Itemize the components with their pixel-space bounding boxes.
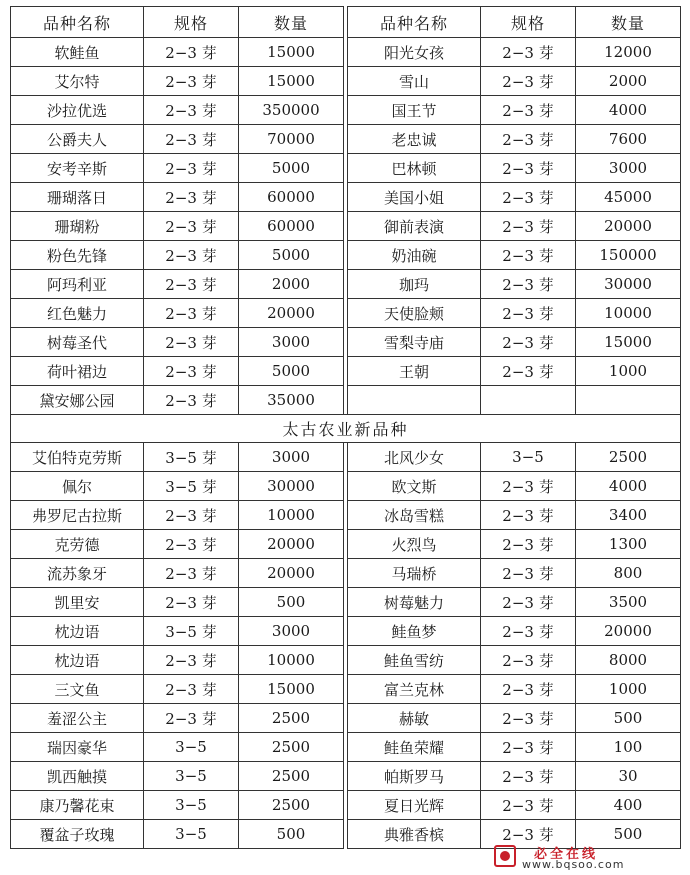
spec-cell: 2−3 芽 [481,530,576,559]
variety-table-sheet [10,6,680,849]
quantity-cell: 500 [239,588,344,617]
variety-name-cell: 老忠诚 [348,125,481,154]
spec-cell: 3−5 芽 [144,443,239,472]
table-row [11,530,681,559]
table-row [11,646,681,675]
variety-name-cell: 艾尔特 [11,67,144,96]
table-row [11,328,681,357]
header-qty-left: 数量 [239,7,344,38]
variety-name-cell: 奶油碗 [348,241,481,270]
spec-cell: 2−3 芽 [144,704,239,733]
section-row [11,415,681,443]
variety-name-cell: 美国小姐 [348,183,481,212]
seal-icon [494,845,516,867]
variety-name-cell: 枕边语 [11,617,144,646]
quantity-cell: 30000 [576,270,681,299]
spec-cell: 2−3 芽 [481,357,576,386]
variety-name-cell: 帕斯罗马 [348,762,481,791]
quantity-cell: 3000 [239,443,344,472]
spec-cell [481,386,576,415]
table-row [11,357,681,386]
spec-cell: 2−3 芽 [144,646,239,675]
quantity-cell: 3000 [239,328,344,357]
variety-name-cell: 瑞因豪华 [11,733,144,762]
quantity-cell: 60000 [239,212,344,241]
table-row [11,791,681,820]
quantity-cell: 60000 [239,183,344,212]
variety-name-cell: 弗罗尼古拉斯 [11,501,144,530]
group1-body [11,38,681,415]
spec-cell: 2−3 芽 [481,820,576,849]
quantity-cell: 15000 [576,328,681,357]
quantity-cell [576,386,681,415]
quantity-cell: 7600 [576,125,681,154]
variety-name-cell: 鲑鱼荣耀 [348,733,481,762]
spec-cell: 2−3 芽 [144,125,239,154]
spec-cell: 2−3 芽 [481,472,576,501]
spec-cell: 3−5 [481,443,576,472]
table-row [11,299,681,328]
quantity-cell: 10000 [239,646,344,675]
variety-name-cell: 夏日光辉 [348,791,481,820]
variety-name-cell: 枕边语 [11,646,144,675]
variety-name-cell: 马瑞桥 [348,559,481,588]
header-name-left: 品种名称 [11,7,144,38]
spec-cell: 2−3 芽 [144,212,239,241]
variety-name-cell: 珊瑚落日 [11,183,144,212]
variety-name-cell: 羞涩公主 [11,704,144,733]
spec-cell: 2−3 芽 [144,183,239,212]
variety-table [10,6,681,849]
quantity-cell: 8000 [576,646,681,675]
variety-name-cell: 阳光女孩 [348,38,481,67]
spec-cell: 2−3 芽 [481,241,576,270]
variety-name-cell: 富兰克林 [348,675,481,704]
spec-cell: 2−3 芽 [144,241,239,270]
quantity-cell: 350000 [239,96,344,125]
variety-name-cell: 珊瑚粉 [11,212,144,241]
table-row [11,443,681,472]
spec-cell: 2−3 芽 [481,501,576,530]
spec-cell: 2−3 芽 [481,762,576,791]
spec-cell: 3−5 芽 [144,617,239,646]
variety-name-cell: 树莓魅力 [348,588,481,617]
spec-cell: 2−3 芽 [144,38,239,67]
spec-cell: 3−5 [144,791,239,820]
quantity-cell: 20000 [576,212,681,241]
spec-cell: 2−3 芽 [144,328,239,357]
table-row [11,38,681,67]
quantity-cell: 15000 [239,675,344,704]
table-row [11,559,681,588]
table-row [11,501,681,530]
spec-cell: 2−3 芽 [144,299,239,328]
quantity-cell: 5000 [239,154,344,183]
spec-cell: 2−3 芽 [481,328,576,357]
quantity-cell: 30000 [239,472,344,501]
spec-cell: 2−3 芽 [144,386,239,415]
quantity-cell: 500 [576,704,681,733]
variety-name-cell: 御前表演 [348,212,481,241]
variety-name-cell: 康乃馨花束 [11,791,144,820]
spec-cell: 2−3 芽 [481,646,576,675]
table-row [11,67,681,96]
spec-cell: 2−3 芽 [481,704,576,733]
variety-name-cell: 安考辛斯 [11,154,144,183]
spec-cell: 2−3 芽 [481,299,576,328]
quantity-cell: 15000 [239,67,344,96]
variety-name-cell [348,386,481,415]
quantity-cell: 10000 [239,501,344,530]
quantity-cell: 3000 [239,617,344,646]
spec-cell: 2−3 芽 [481,96,576,125]
quantity-cell: 2500 [239,704,344,733]
quantity-cell: 5000 [239,357,344,386]
variety-name-cell: 覆盆子玫瑰 [11,820,144,849]
variety-name-cell: 火烈鸟 [348,530,481,559]
spec-cell: 2−3 芽 [144,530,239,559]
variety-name-cell: 公爵夫人 [11,125,144,154]
spec-cell: 2−3 芽 [144,270,239,299]
variety-name-cell: 冰岛雪糕 [348,501,481,530]
table-row [11,762,681,791]
quantity-cell: 2000 [576,67,681,96]
quantity-cell: 20000 [239,559,344,588]
spec-cell: 2−3 芽 [144,675,239,704]
spec-cell: 2−3 芽 [481,125,576,154]
watermark-title: 必全在线 [534,847,599,862]
spec-cell: 2−3 芽 [481,212,576,241]
spec-cell: 2−3 芽 [481,183,576,212]
variety-name-cell: 艾伯特克劳斯 [11,443,144,472]
table-row [11,675,681,704]
quantity-cell: 2000 [239,270,344,299]
quantity-cell: 1300 [576,530,681,559]
quantity-cell: 20000 [576,617,681,646]
variety-name-cell: 荷叶裙边 [11,357,144,386]
variety-name-cell: 粉色先锋 [11,241,144,270]
quantity-cell: 35000 [239,386,344,415]
variety-name-cell: 天使脸颊 [348,299,481,328]
spec-cell: 3−5 [144,820,239,849]
variety-name-cell: 黛安娜公园 [11,386,144,415]
quantity-cell: 3000 [576,154,681,183]
spec-cell: 2−3 芽 [481,617,576,646]
table-row [11,154,681,183]
variety-name-cell: 树莓圣代 [11,328,144,357]
quantity-cell: 500 [576,820,681,849]
quantity-cell: 5000 [239,241,344,270]
quantity-cell: 30 [576,762,681,791]
quantity-cell: 1000 [576,675,681,704]
header-name-right: 品种名称 [348,7,481,38]
table-row [11,733,681,762]
variety-name-cell: 欧文斯 [348,472,481,501]
variety-name-cell: 凯西触摸 [11,762,144,791]
header-qty-right: 数量 [576,7,681,38]
spec-cell: 2−3 芽 [144,588,239,617]
spec-cell: 2−3 芽 [144,154,239,183]
variety-name-cell: 红色魅力 [11,299,144,328]
spec-cell: 2−3 芽 [481,67,576,96]
quantity-cell: 4000 [576,96,681,125]
variety-name-cell: 凯里安 [11,588,144,617]
variety-name-cell: 阿玛利亚 [11,270,144,299]
quantity-cell: 2500 [239,762,344,791]
spec-cell: 2−3 芽 [481,588,576,617]
quantity-cell: 20000 [239,530,344,559]
variety-name-cell: 鲑鱼雪纺 [348,646,481,675]
header-spec-right: 规格 [481,7,576,38]
quantity-cell: 12000 [576,38,681,67]
variety-name-cell: 佩尔 [11,472,144,501]
variety-name-cell: 珈玛 [348,270,481,299]
table-row [11,270,681,299]
table-row [11,183,681,212]
quantity-cell: 10000 [576,299,681,328]
spec-cell: 3−5 [144,762,239,791]
quantity-cell: 800 [576,559,681,588]
spec-cell: 2−3 芽 [481,38,576,67]
spec-cell: 2−3 芽 [144,559,239,588]
variety-name-cell: 三文鱼 [11,675,144,704]
quantity-cell: 150000 [576,241,681,270]
table-row [11,617,681,646]
variety-name-cell: 巴林顿 [348,154,481,183]
quantity-cell: 400 [576,791,681,820]
quantity-cell: 3400 [576,501,681,530]
variety-name-cell: 克劳德 [11,530,144,559]
table-row [11,212,681,241]
variety-name-cell: 北风少女 [348,443,481,472]
spec-cell: 2−3 芽 [481,559,576,588]
spec-cell: 2−3 芽 [481,270,576,299]
spec-cell: 2−3 芽 [144,67,239,96]
quantity-cell: 15000 [239,38,344,67]
quantity-cell: 70000 [239,125,344,154]
quantity-cell: 100 [576,733,681,762]
table-header-row [11,7,681,38]
quantity-cell: 20000 [239,299,344,328]
variety-name-cell: 雪梨寺庙 [348,328,481,357]
quantity-cell: 2500 [576,443,681,472]
table-row [11,241,681,270]
spec-cell: 2−3 芽 [481,675,576,704]
spec-cell: 2−3 芽 [481,791,576,820]
spec-cell: 2−3 芽 [481,154,576,183]
watermark-url: www.bqsoo.com [522,858,625,871]
quantity-cell: 2500 [239,791,344,820]
spec-cell: 3−5 [144,733,239,762]
quantity-cell: 1000 [576,357,681,386]
quantity-cell: 45000 [576,183,681,212]
table-row [11,125,681,154]
header-spec-left: 规格 [144,7,239,38]
table-row [11,472,681,501]
section-title: 太古农业新品种 [11,415,681,443]
variety-name-cell: 雪山 [348,67,481,96]
variety-name-cell: 沙拉优选 [11,96,144,125]
spec-cell: 2−3 芽 [144,96,239,125]
variety-name-cell: 典雅香槟 [348,820,481,849]
watermark-logo [494,843,664,873]
variety-name-cell: 流苏象牙 [11,559,144,588]
quantity-cell: 2500 [239,733,344,762]
table-row [11,386,681,415]
group2-body [11,443,681,849]
quantity-cell: 500 [239,820,344,849]
spec-cell: 2−3 芽 [144,357,239,386]
quantity-cell: 3500 [576,588,681,617]
variety-name-cell: 国王节 [348,96,481,125]
spec-cell: 2−3 芽 [481,733,576,762]
variety-name-cell: 赫敏 [348,704,481,733]
table-row [11,588,681,617]
variety-name-cell: 鲑鱼梦 [348,617,481,646]
table-row [11,704,681,733]
variety-name-cell: 软鲑鱼 [11,38,144,67]
spec-cell: 3−5 芽 [144,472,239,501]
variety-name-cell: 王朝 [348,357,481,386]
spec-cell: 2−3 芽 [144,501,239,530]
table-row [11,96,681,125]
quantity-cell: 4000 [576,472,681,501]
